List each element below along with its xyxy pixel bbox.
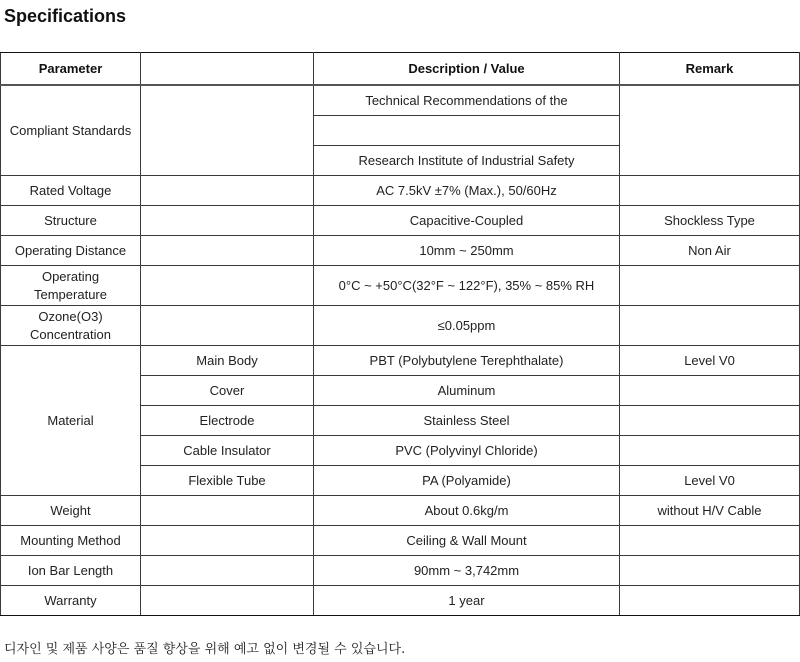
sub-param-cell: Cable Insulator <box>141 436 314 466</box>
disclaimer-note: 디자인 및 제품 사양은 품질 향상을 위해 예고 없이 변경될 수 있습니다. <box>4 642 406 657</box>
table-row <box>1 236 800 266</box>
value-cell: PBT (Polybutylene Terephthalate) <box>314 346 620 376</box>
header-parameter: Parameter <box>1 53 141 86</box>
sub-param-cell <box>141 85 314 176</box>
remark-cell: Level V0 <box>620 346 800 376</box>
remark-cell <box>620 436 800 466</box>
value-cell: About 0.6kg/m <box>314 496 620 526</box>
remark-cell: without H/V Cable <box>620 496 800 526</box>
table-row <box>1 266 800 306</box>
value-cell: PVC (Polyvinyl Chloride) <box>314 436 620 466</box>
remark-cell <box>620 526 800 556</box>
remark-cell: Non Air <box>620 236 800 266</box>
table-row <box>1 85 800 116</box>
table-row <box>1 346 800 376</box>
table-row <box>1 556 800 586</box>
sub-param-cell <box>141 556 314 586</box>
table-row <box>1 306 800 346</box>
param-rated-voltage: Rated Voltage <box>1 176 141 206</box>
value-cell: Stainless Steel <box>314 406 620 436</box>
page-title: Specifications <box>4 6 127 26</box>
header-sub-parameter <box>141 53 314 86</box>
sub-param-cell: Electrode <box>141 406 314 436</box>
table-row <box>1 586 800 616</box>
value-cell: 0°C ~ +50°C(32°F ~ 122°F), 35% ~ 85% RH <box>314 266 620 306</box>
param-compliant-standards: Compliant Standards <box>1 85 141 176</box>
value-cell: PA (Polyamide) <box>314 466 620 496</box>
sub-param-cell <box>141 206 314 236</box>
remark-cell <box>620 176 800 206</box>
param-operating-distance: Operating Distance <box>1 236 141 266</box>
param-ozone-concentration: Ozone(O3) Concentration <box>1 306 141 346</box>
value-cell: 10mm ~ 250mm <box>314 236 620 266</box>
value-cell: Research Institute of Industrial Safety <box>314 146 620 176</box>
table-row <box>1 526 800 556</box>
sub-param-cell <box>141 176 314 206</box>
param-weight: Weight <box>1 496 141 526</box>
sub-param-cell <box>141 496 314 526</box>
table-row <box>1 176 800 206</box>
sub-param-cell <box>141 306 314 346</box>
remark-cell <box>620 266 800 306</box>
remark-cell <box>620 376 800 406</box>
value-cell: Capacitive-Coupled <box>314 206 620 236</box>
sub-param-cell <box>141 526 314 556</box>
remark-cell: Level V0 <box>620 466 800 496</box>
param-structure: Structure <box>1 206 141 236</box>
sub-param-cell: Flexible Tube <box>141 466 314 496</box>
param-warranty: Warranty <box>1 586 141 616</box>
value-cell <box>314 116 620 146</box>
value-cell: Aluminum <box>314 376 620 406</box>
value-cell: ≤0.05ppm <box>314 306 620 346</box>
param-operating-temperature: Operating Temperature <box>1 266 141 306</box>
remark-cell <box>620 406 800 436</box>
param-ion-bar-length: Ion Bar Length <box>1 556 141 586</box>
param-material: Material <box>1 346 141 496</box>
table-row <box>1 496 800 526</box>
value-cell: Technical Recommendations of the <box>314 85 620 116</box>
table-header-row <box>1 53 800 86</box>
value-cell: AC 7.5kV ±7% (Max.), 50/60Hz <box>314 176 620 206</box>
param-mounting-method: Mounting Method <box>1 526 141 556</box>
value-cell: Ceiling & Wall Mount <box>314 526 620 556</box>
remark-cell <box>620 556 800 586</box>
value-cell: 90mm ~ 3,742mm <box>314 556 620 586</box>
sub-param-cell: Main Body <box>141 346 314 376</box>
sub-param-cell <box>141 266 314 306</box>
sub-param-cell: Cover <box>141 376 314 406</box>
sub-param-cell <box>141 586 314 616</box>
header-description: Description / Value <box>314 53 620 86</box>
remark-cell: Shockless Type <box>620 206 800 236</box>
remark-cell <box>620 306 800 346</box>
remark-cell <box>620 85 800 176</box>
header-remark: Remark <box>620 53 800 86</box>
specifications-table <box>0 52 800 616</box>
table-row <box>1 206 800 236</box>
value-cell: 1 year <box>314 586 620 616</box>
sub-param-cell <box>141 236 314 266</box>
remark-cell <box>620 586 800 616</box>
